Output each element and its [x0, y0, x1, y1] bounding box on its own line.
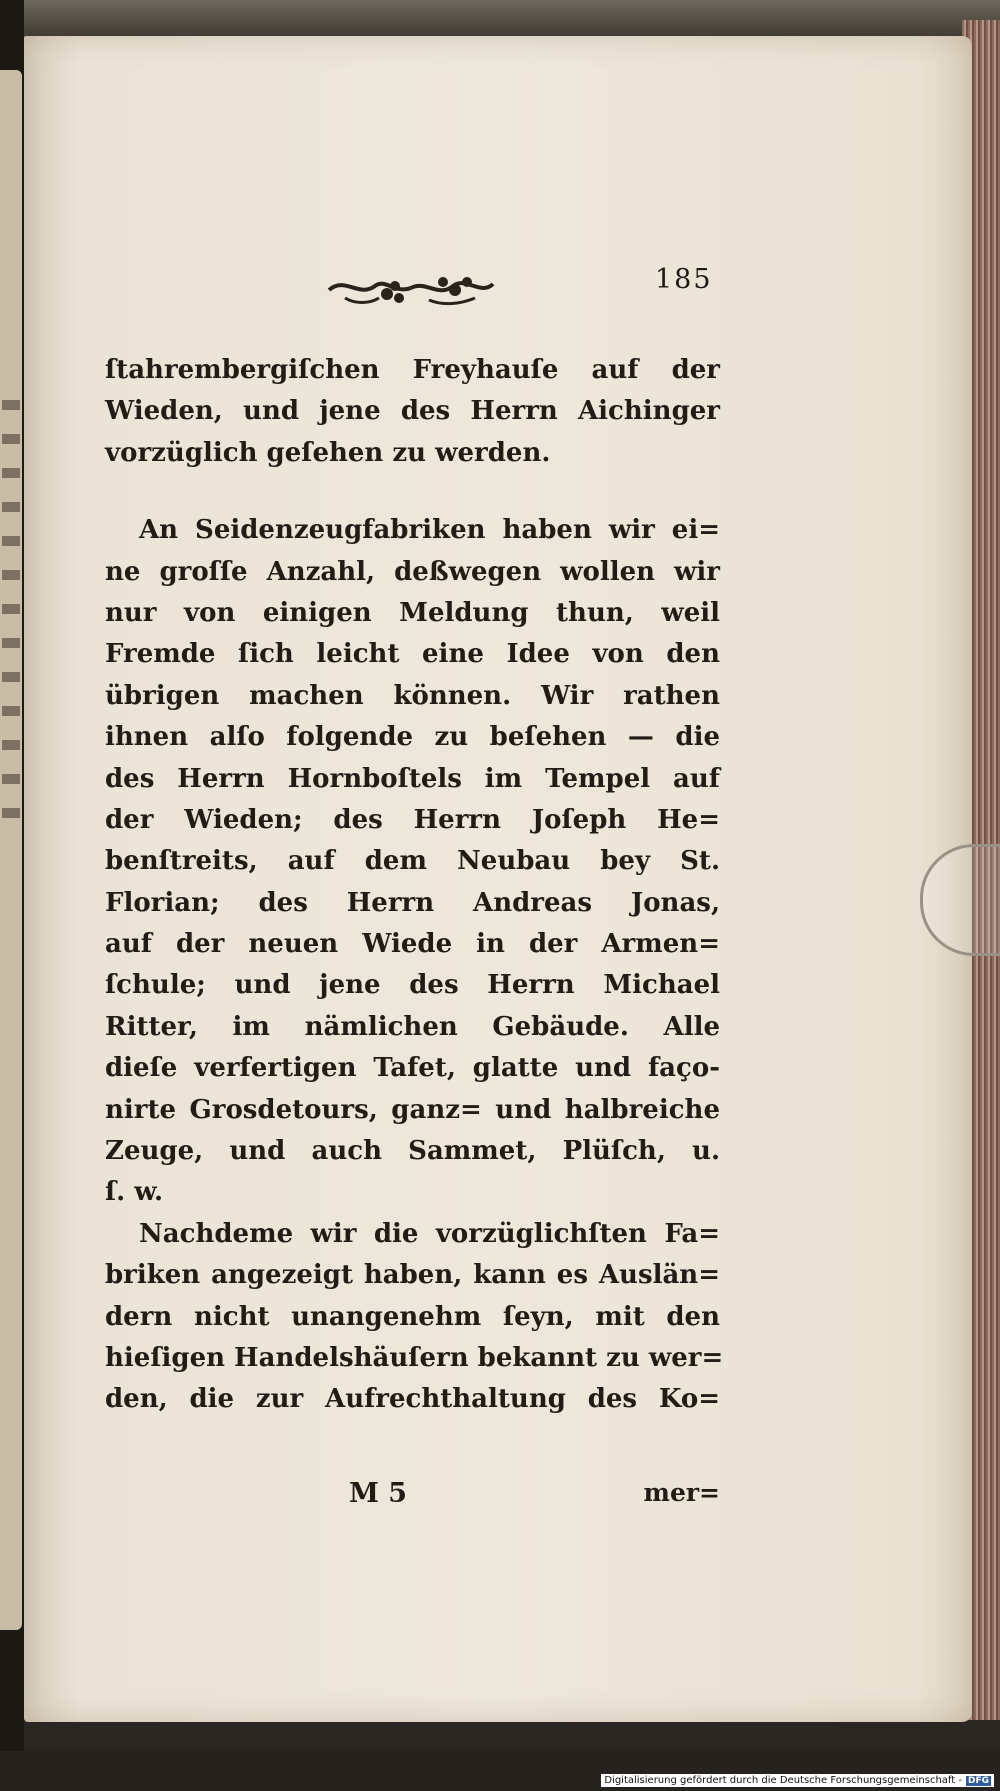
page-header — [325, 262, 725, 312]
text-line: Florian; des Herrn Andreas Jonas, — [105, 887, 720, 918]
book-top-edge — [0, 0, 1000, 40]
dfg-logo-icon: DFG — [967, 1775, 989, 1786]
text-line: nur von einigen Meldung thun, weil — [105, 597, 720, 628]
previous-page-text-fragment — [2, 400, 20, 840]
text-line: benſtreits, auf dem Neubau bey St. — [105, 846, 720, 877]
floral-vignette-icon — [325, 268, 497, 308]
signature-mark: M 5 — [349, 1478, 408, 1509]
text-line: ihnen alſo folgende zu beſehen — die — [105, 722, 720, 753]
funding-credit — [601, 1774, 994, 1787]
text-line: des Herrn Hornboſtels im Tempel auf — [105, 763, 720, 794]
text-line: vorzüglich geſehen zu werden. — [105, 437, 551, 468]
text-line: Ritter, im nämlichen Gebäude. Alle — [105, 1011, 720, 1042]
text-line: den, die zur Aufrechthaltung des Ko= — [105, 1384, 720, 1415]
text-line: nirte Grosdetours, ganz= und halbreiche — [105, 1094, 720, 1125]
text-line: Wieden, und jene des Herrn Aichinger — [105, 396, 720, 427]
text-line: Fremde ſich leicht eine Idee von den — [105, 639, 720, 670]
body-text — [105, 350, 724, 1421]
text-line: ſchule; und jene des Herrn Michael — [105, 970, 720, 1001]
credit-text: Digitalisierung gefördert durch die Deutsche Forschungsgemeinschaft - — [604, 1775, 962, 1786]
text-line: übrigen machen können. Wir rathen — [105, 680, 720, 711]
catchword: mer= — [643, 1478, 720, 1507]
bottom-bar — [0, 1751, 1000, 1791]
text-line: ſ. w. — [105, 1177, 164, 1208]
previous-page-edge — [0, 70, 22, 1630]
text-line: briken angezeigt haben, kann es Auslän= — [105, 1260, 720, 1291]
text-line: ſtahrembergiſchen Freyhauſe auf der — [105, 355, 720, 385]
text-line: Nachdeme wir die vorzüglichſten Fa= — [139, 1218, 720, 1249]
paragraph-gap — [105, 474, 720, 510]
text-line: hieſigen Handelshäuſern bekannt zu wer= — [105, 1342, 724, 1373]
text-line: dern nicht unangenehm ſeyn, mit den — [105, 1301, 720, 1332]
text-line: ne groſſe Anzahl, deßwegen wollen wir — [105, 556, 720, 587]
page-number: 185 — [655, 264, 713, 295]
text-line: auf der neuen Wiede in der Armen= — [105, 929, 720, 960]
text-line: der Wieden; des Herrn Joſeph He= — [105, 804, 720, 835]
text-line: Zeuge, und auch Sammet, Plüſch, u. — [105, 1136, 720, 1167]
text-line: dieſe verfertigen Tafet, glatte und faço- — [105, 1053, 720, 1084]
page-footer — [105, 1478, 720, 1522]
text-line: An Seidenzeugfabriken haben wir ei= — [139, 515, 720, 546]
